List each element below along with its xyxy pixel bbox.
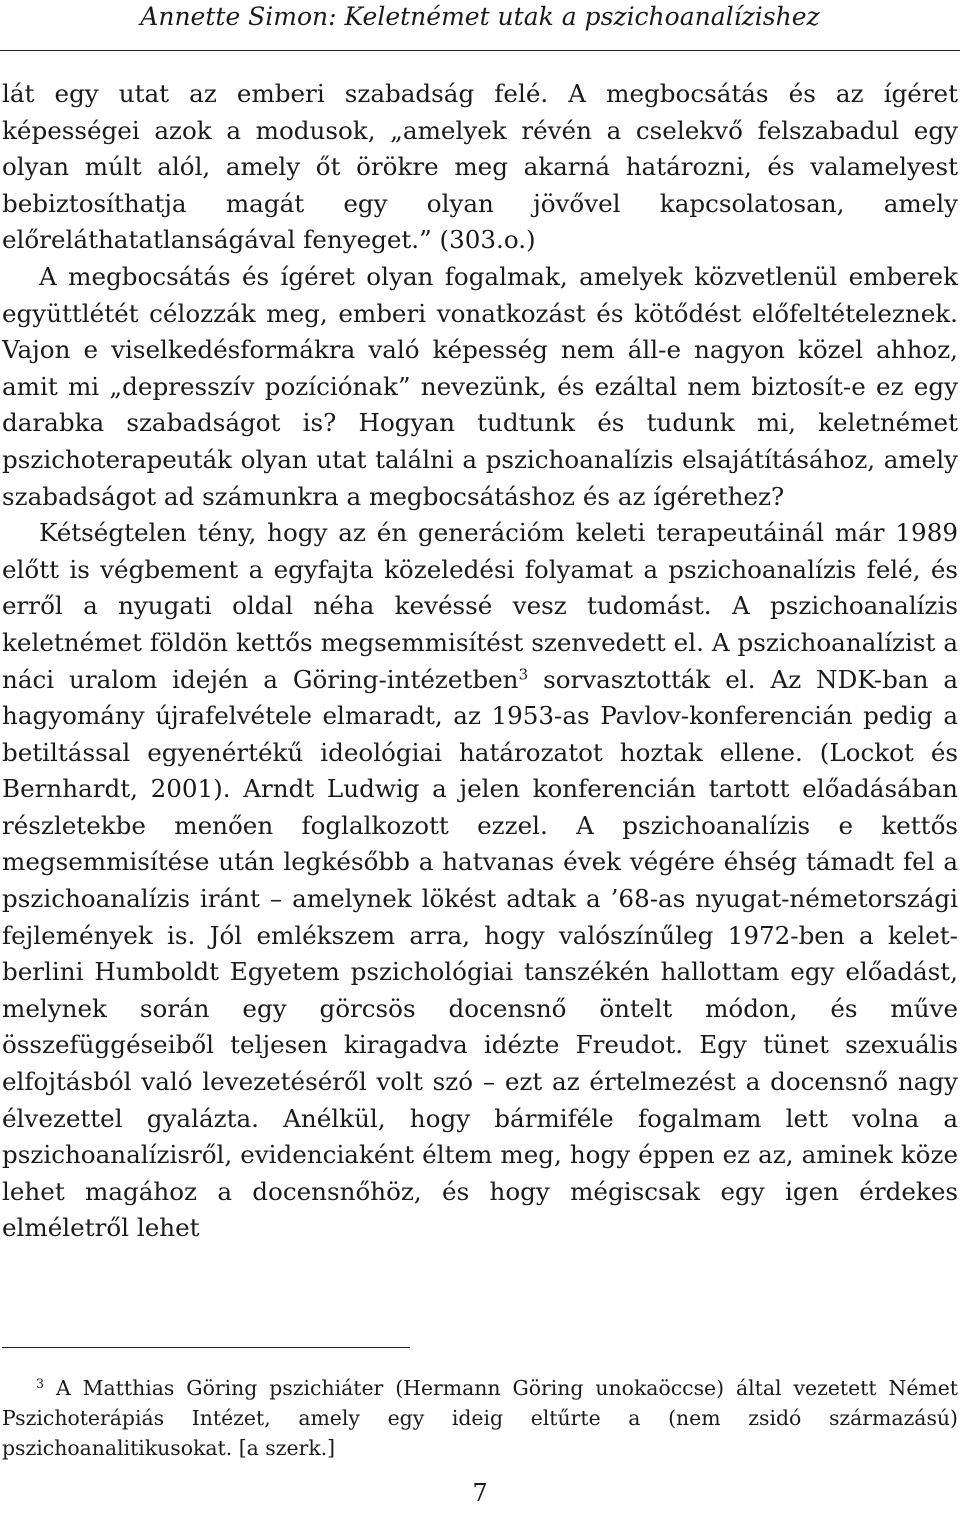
paragraph-1: lát egy utat az emberi szabadság felé. A megbocsátás és az ígéret képességei azok a modusok, „amelyek révén a cselekvő felszabadul egy olyan múlt alól, amely őt örökre meg akarná határozni, és valamelyest bebiztosíthatja magát egy olyan jövővel kapcsolatosan, amely előreláthatatlanságával fenyeget.” (303.o.)	[2, 79, 958, 255]
running-header	[0, 0, 960, 44]
header-divider	[0, 50, 960, 51]
paragraph-2: A megbocsátás és ígéret olyan fogalmak, amelyek közvetlenül emberek együttlétét célozzák meg, emberi vonatkozást és kötődést előfeltételeznek. Vajon e viselkedésformákra való képesség nem áll-e nagyon közel ahhoz, amit mi „depresszív pozíciónak” nevezünk, és ezáltal nem biztosít-e ez egy darabka szabadságot is? Hogyan tudtunk és tudunk mi, keletnémet pszichoterapeuták olyan utat találni a pszichoanalízis elsajátításához, amely szabadságot ad számunkra a megbocsátáshoz és az ígérethez?	[2, 261, 958, 511]
footnote-text: A Matthias Göring pszichiáter (Hermann Göring unokaöccse) által vezetett Német Pszichoterápiás Intézet, amely egy ideig eltűrte a (nem zsidó származású) pszichoanalitikusokat. [a szerk.]	[2, 1376, 958, 1460]
paragraph-3-text-start: Kétségtelen tény, hogy az én generációm keleti terapeutáinál már 1989 előtt is végbement a egyfajta közeledési folyamat a pszichoanalízis felé, és erről a nyugati oldal néha kevéssé vesz tudomást. A pszichoanalízis keletnémet földön kettős megsemmisítést szenvedett el. A pszichoanalízist a náci uralom idején a Göring-intézetben	[2, 518, 958, 694]
paragraph-3-text-end: sorvasztották el. Az NDK-ban a hagyomány újrafelvétele elmaradt, az 1953-as Pavlov-konferencián pedig a betiltással egyenértékű ideológiai határozatot hoztak ellene. (Lockot és Bernhardt, 2001). Arndt Ludwig a jelen konferencián tartott előadásában részletekbe menően foglalkozott ezzel. A pszichoanalízis e kettős megsemmisítése után legkésőbb a hatvanas évek végére éhség támadt fel a pszichoanalízis iránt – amelynek lökést adtak a ’68-as nyugat-németországi fejlemények is. Jól emlékszem arra, hogy valószínűleg 1972-ben a kelet-berlini Humboldt Egyetem pszichológiai tanszékén hallottam egy előadást, melynek során egy görcsös docensnő öntelt módon, és műve összefüggéseiből teljesen kiragadva idézte Freudot. Egy tünet szexuális elfojtásból való levezetéséről volt szó – ezt az értelmezést a docensnő nagy élvezettel gyalázta. Anélkül, hogy bármiféle fogalmam lett volna a pszichoanalízisről, evidenciaként éltem meg, hogy éppen ez az, aminek köze lehet magához a docensnőhöz, és hogy mégiscsak egy igen érdekes elméletről lehet	[2, 664, 958, 1243]
footnote-marker: 3	[36, 1376, 45, 1392]
footnote-reference[interactable]: 3	[518, 665, 529, 684]
footnote-divider	[2, 1347, 410, 1348]
paragraph-3	[2, 515, 958, 1247]
main-text	[2, 76, 958, 1247]
footnote	[2, 1373, 958, 1463]
running-title: Annette Simon: Keletnémet utak a pszichoanalízishez	[140, 2, 820, 31]
page-number: 7	[472, 1479, 488, 1507]
